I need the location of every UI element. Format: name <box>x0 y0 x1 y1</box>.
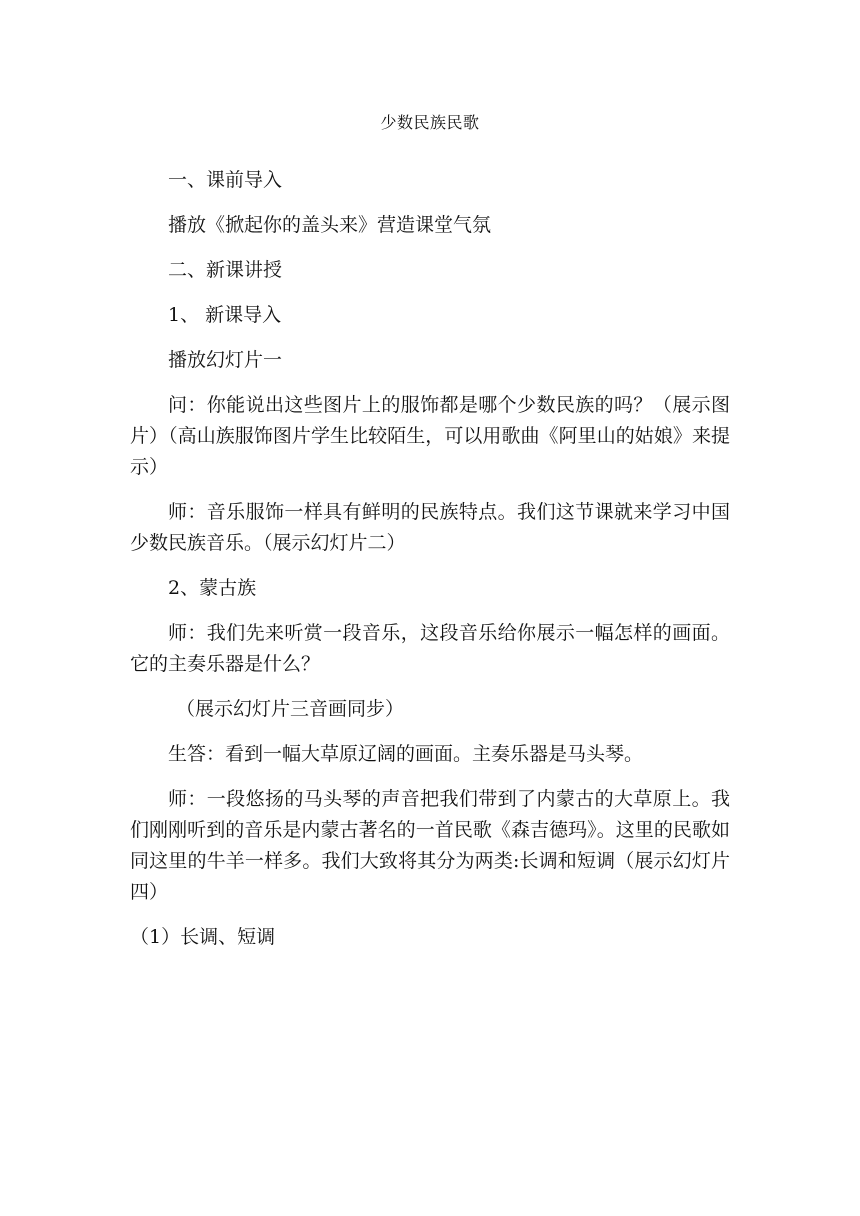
paragraph-slide-one: 播放幻灯片一 <box>168 349 283 371</box>
section-heading-intro: 一、课前导入 <box>168 169 283 191</box>
subsection-mongolian: 2、蒙古族 <box>168 577 257 599</box>
list-item-long-short-tune: （1）长调、短调 <box>130 926 276 948</box>
document-body <box>130 165 730 967</box>
paragraph-play-song: 播放《掀起你的盖头来》营造课堂气氛 <box>168 214 492 236</box>
paragraph-question: 问：你能说出这些图片上的服饰都是哪个少数民族的吗？（展示图片）（高山族服饰图片学生比较陌生，可以用歌曲《阿里山的姑娘》来提示） <box>130 394 730 478</box>
paragraph-student-answer: 生答：看到一幅大草原辽阔的画面。主奏乐器是马头琴。 <box>168 743 644 765</box>
paragraph-teacher-listen: 师：我们先来听赏一段音乐，这段音乐给你展示一幅怎样的画面。它的主奏乐器是什么？ <box>130 622 730 675</box>
section-heading-new-lesson: 二、新课讲授 <box>168 259 283 281</box>
paragraph-slide-three: （展示幻灯片三音画同步） <box>176 698 405 720</box>
paragraph-teacher-horsehead: 师：一段悠扬的马头琴的声音把我们带到了内蒙古的大草原上。我们刚刚听到的音乐是内蒙古著名的一首民歌《森吉德玛》。这里的民歌如同这里的牛羊一样多。我们大致将其分为两类:长调和短调（展示幻灯片四） <box>130 788 730 903</box>
paragraph-teacher-intro: 师：音乐服饰一样具有鲜明的民族特点。我们这节课就来学习中国少数民族音乐。（展示幻灯片二） <box>130 501 730 554</box>
subsection-new-lesson-intro: 1、 新课导入 <box>168 304 282 326</box>
document-title: 少数民族民歌 <box>380 113 480 132</box>
